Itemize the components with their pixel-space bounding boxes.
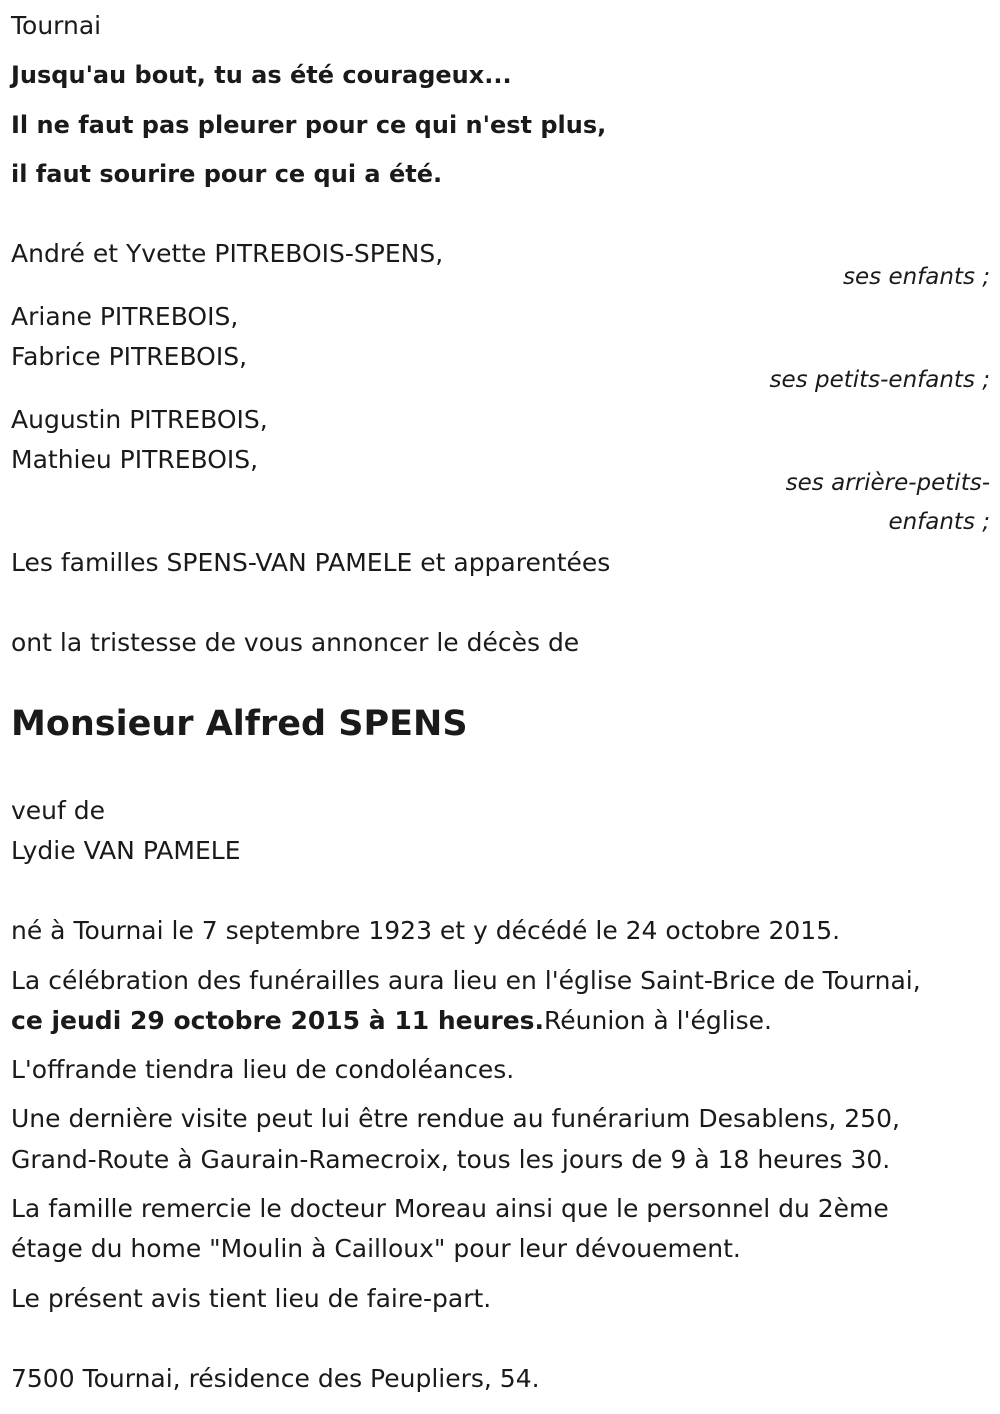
address-text: 7500 Tournai, résidence des Peupliers, 54. — [11, 1364, 540, 1393]
children-relation: ses enfants ; — [843, 264, 990, 290]
condolences-text: L'offrande tiendra lieu de condoléances. — [11, 1055, 515, 1084]
funeral-datetime-line — [11, 1001, 772, 1041]
birth-death-dates: né à Tournai le 7 septembre 1923 et y décédé le 24 octobre 2015. — [11, 916, 841, 945]
visit-line-1: Une dernière visite peut lui être rendue au funérarium Desablens, 250, — [11, 1104, 900, 1133]
children-names: André et Yvette PITREBOIS-SPENS, — [11, 239, 444, 268]
funeral-meeting: Réunion à l'église. — [544, 1006, 772, 1035]
quote-line-1: Jusqu'au bout, tu as été courageux... — [11, 61, 512, 89]
grandchild-name: Fabrice PITREBOIS, — [11, 342, 248, 371]
other-families: Les familles SPENS-VAN PAMELE et apparentées — [11, 548, 611, 577]
deceased-name: Monsieur Alfred SPENS — [11, 704, 468, 744]
thanks-line-2: étage du home "Moulin à Cailloux" pour leur dévouement. — [11, 1234, 741, 1263]
great-grandchildren-relation-line-1: ses arrière-petits- — [785, 470, 990, 496]
widow-label: veuf de — [11, 796, 106, 825]
thanks-line-1: La famille remercie le docteur Moreau ainsi que le personnel du 2ème — [11, 1194, 889, 1223]
visit-line-2: Grand-Route à Gaurain-Ramecroix, tous les jours de 9 à 18 heures 30. — [11, 1145, 891, 1174]
location-header: Tournai — [11, 11, 102, 40]
great-grandchildren-relation-line-2: enfants ; — [888, 509, 990, 535]
notice-text: Le présent avis tient lieu de faire-part. — [11, 1284, 492, 1313]
announcement-text: ont la tristesse de vous annoncer le décès de — [11, 628, 580, 657]
funeral-location: La célébration des funérailles aura lieu en l'église Saint-Brice de Tournai, — [11, 966, 921, 995]
grandchild-name: Ariane PITREBOIS, — [11, 302, 239, 331]
grandchildren-relation: ses petits-enfants ; — [769, 367, 990, 393]
spouse-name: Lydie VAN PAMELE — [11, 836, 241, 865]
great-grandchild-name: Mathieu PITREBOIS, — [11, 445, 259, 474]
quote-line-2: Il ne faut pas pleurer pour ce qui n'est plus, — [11, 111, 607, 139]
funeral-datetime: ce jeudi 29 octobre 2015 à 11 heures. — [11, 1006, 545, 1035]
quote-line-3: il faut sourire pour ce qui a été. — [11, 160, 443, 188]
great-grandchild-name: Augustin PITREBOIS, — [11, 405, 268, 434]
